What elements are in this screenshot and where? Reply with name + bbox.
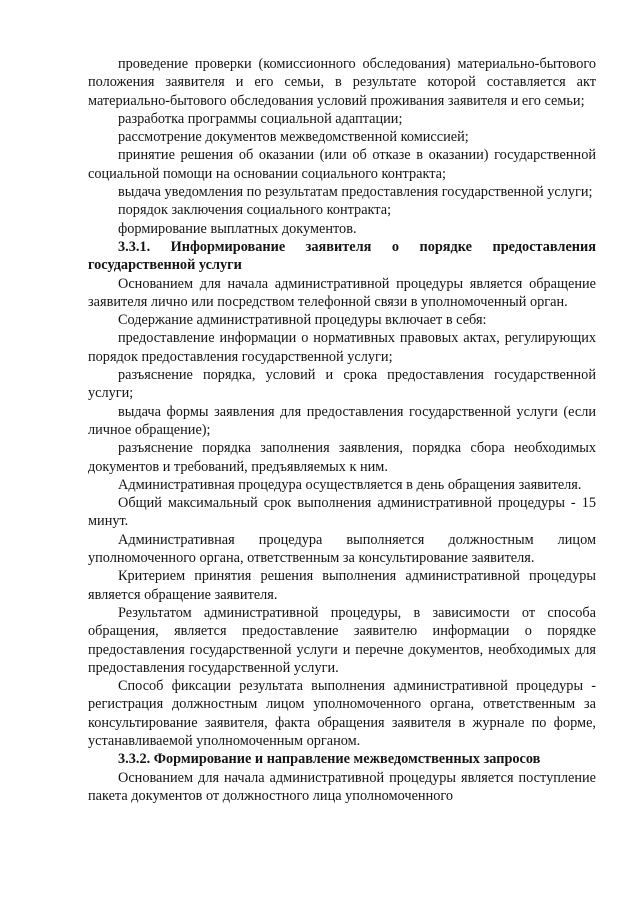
paragraph-basis-2: Основанием для начала административной процедуры является поступление пакета документов от должностного лица уполномоченного xyxy=(88,769,596,804)
paragraph-result: Результатом административной процедуры, в зависимости от способа обращения, является предоставление заявителю информации о порядке предоставления государственной услуги и перечне документов, необходимых для предоставления государственной услуги. xyxy=(88,604,596,676)
paragraph-executor: Административная процедура выполняется должностным лицом уполномоченного органа, ответственным за консультирование заявителя. xyxy=(88,531,596,567)
paragraph-decision: принятие решения об оказании (или об отказе в оказании) государственной социальной помощи на основании социального контракта; xyxy=(88,147,596,182)
paragraph-content: Содержание административной процедуры включает в себя: xyxy=(118,312,487,329)
paragraph-fixation: Способ фиксации результата выполнения административной процедуры - регистрация должностным лицом уполномоченного органа, ответственным за консультирование заявителя, факта обращения заявителя в журнале по форме, устанавливаемой уполномоченным органом. xyxy=(88,678,596,749)
paragraph-filling-order: разъяснение порядка заполнения заявления, порядка сбора необходимых документов и требований, предъявляемых к ним. xyxy=(88,440,596,475)
paragraph-contract-procedure: порядок заключения социального контракта; xyxy=(118,202,392,219)
section-heading-3-3-2: 3.3.2. Формирование и направление межведомственных запросов xyxy=(118,751,541,768)
paragraph-notification: выдача уведомления по результатам предоставления государственной услуги; xyxy=(118,184,593,201)
paragraph-inspection: проведение проверки (комиссионного обследования) материально-бытового положения заявителя и его семьи, в результате которой составляется акт материально-бытового обследования условий проживания заявителя и его семьи; xyxy=(88,56,596,109)
paragraph-max-time: Общий максимальный срок выполнения административной процедуры - 15 минут. xyxy=(88,495,596,530)
paragraph-basis: Основанием для начала административной процедуры является обращение заявителя лично или посредством телефонной связи в уполномоченный орган. xyxy=(88,275,596,310)
section-heading-3-3-1: 3.3.1. Информирование заявителя о порядке предоставления государственной услуги xyxy=(88,238,596,274)
paragraph-application-form: выдача формы заявления для предоставления государственной услуги (если личное обращение); xyxy=(88,403,596,438)
document-text xyxy=(88,55,596,805)
paragraph-explanation: разъяснение порядка, условий и срока предоставления государственной услуги; xyxy=(88,367,596,402)
paragraph-criterion: Критерием принятия решения выполнения административной процедуры является обращение заявителя. xyxy=(88,568,596,603)
paragraph-adaptation-program: разработка программы социальной адаптации; xyxy=(118,110,403,127)
paragraph-same-day: Административная процедура осуществляется в день обращения заявителя. xyxy=(118,476,582,493)
paragraph-commission-review: рассмотрение документов межведомственной комиссией; xyxy=(118,129,469,146)
paragraph-legal-acts: предоставление информации о нормативных правовых актах, регулирующих порядок предоставления государственной услуги; xyxy=(88,330,596,365)
paragraph-payment-documents: формирование выплатных документов. xyxy=(118,220,357,237)
